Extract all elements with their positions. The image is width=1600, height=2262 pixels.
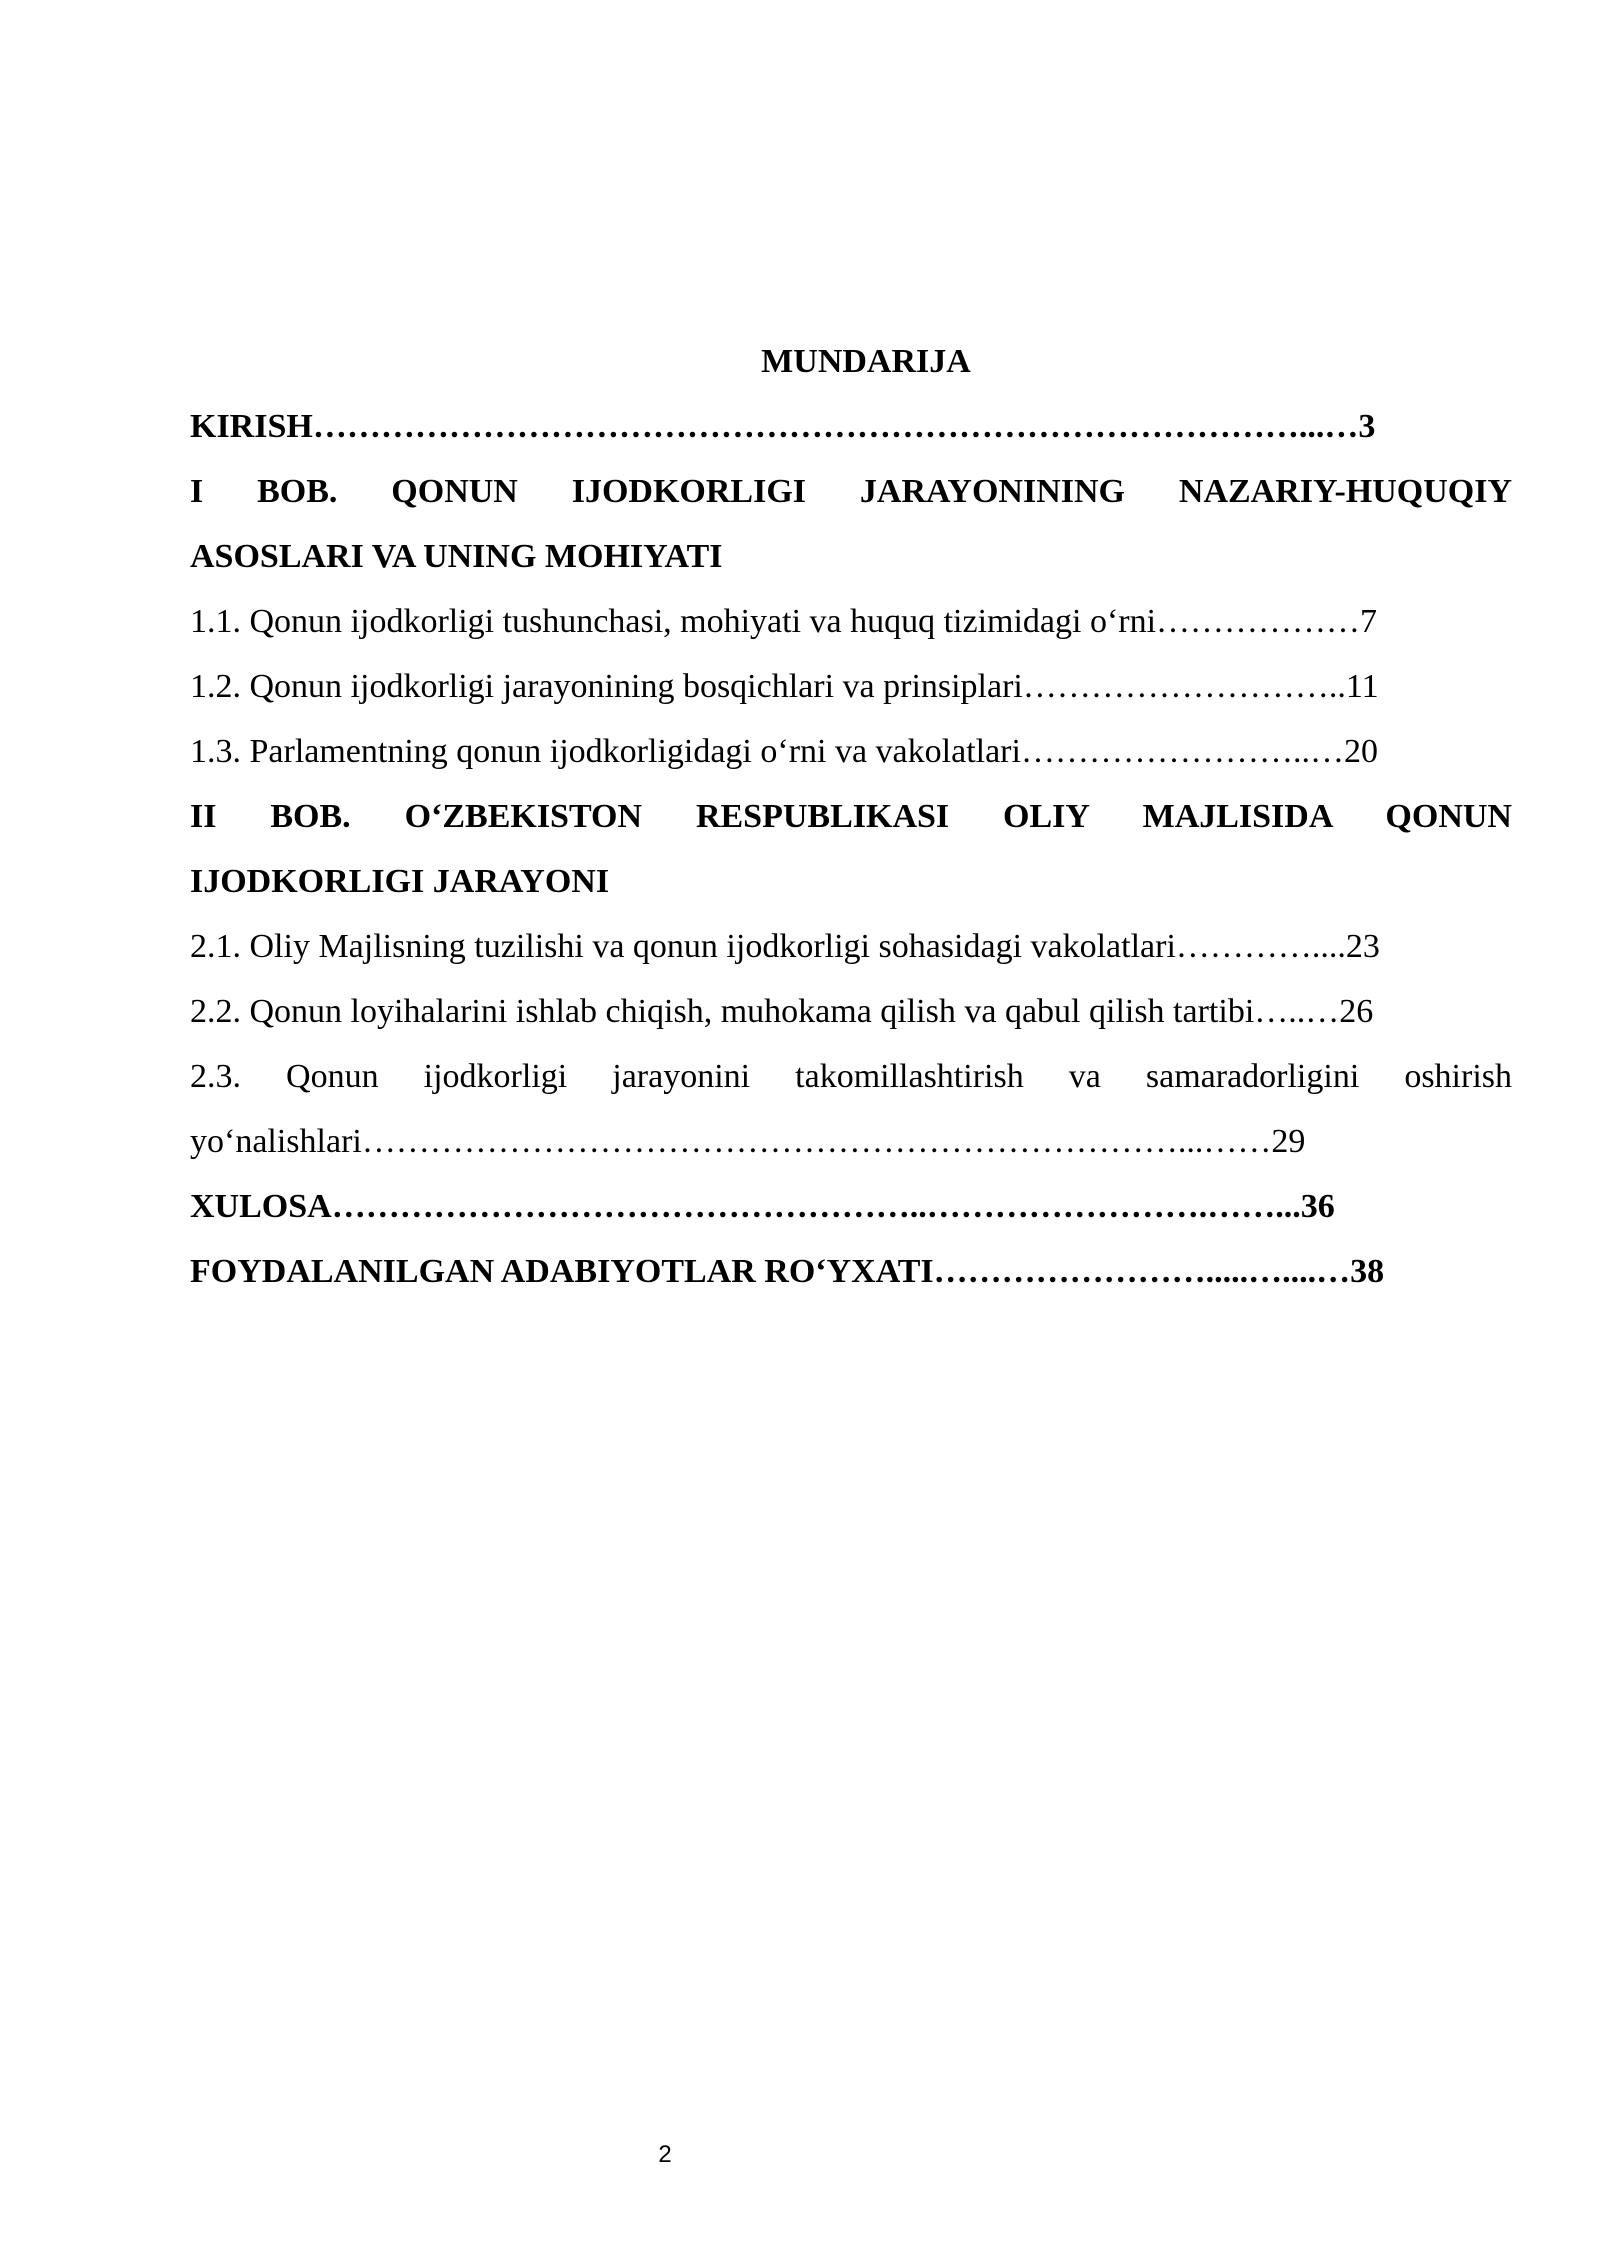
toc-entry-kirish: KIRISH……………………………………………………………………………...…3 (190, 408, 1376, 445)
toc-chapter-1-heading-line-2: ASOSLARI VA UNING MOHIYATI (190, 538, 723, 575)
toc-entry-1-1: 1.1. Qonun ijodkorligi tushunchasi, mohiyati va huquq tizimidagi o‘rni………………7 (190, 603, 1378, 640)
page-number: 2 (658, 2141, 672, 2168)
page-content (190, 330, 1512, 1304)
toc-entry-xulosa: XULOSA……………………………………………..…………………….……...36 (190, 1188, 1335, 1225)
toc-entry-2-2: 2.2. Qonun loyihalarini ishlab chiqish, muhokama qilish va qabul qilish tartibi…..…26 (190, 993, 1374, 1030)
toc-entry-1-3: 1.3. Parlamentning qonun ijodkorligidagi o‘rni va vakolatlari……………………..…20 (190, 733, 1378, 770)
toc-entry-1-2: 1.2. Qonun ijodkorligi jarayonining bosqichlari va prinsiplari………………………..11 (190, 668, 1379, 705)
toc-entry-2-3-line-2: yo‘nalishlari………………………………………………………………...……29 (190, 1123, 1306, 1160)
toc-entry-references: FOYDALANILGAN ADABIYOTLAR RO‘YXATI…………………….....…....…38 (190, 1253, 1385, 1290)
toc-title: MUNDARIJA (761, 343, 971, 380)
toc-entry-2-1: 2.1. Oliy Majlisning tuzilishi va qonun ijodkorligi sohasidagi vakolatlari…………....23 (190, 928, 1380, 965)
toc-chapter-1-heading-line-1: I BOB. QONUN IJODKORLIGI JARAYONINING NAZARIY-HUQUQIY (190, 473, 1512, 510)
toc-chapter-2-heading-line-1: II BOB. O‘ZBEKISTON RESPUBLIKASI OLIY MAJLISIDA QONUN (190, 798, 1512, 835)
toc-entry-2-3-line-1: 2.3. Qonun ijodkorligi jarayonini takomillashtirish va samaradorligini oshirish (190, 1058, 1512, 1095)
toc-chapter-2-heading-line-2: IJODKORLIGI JARAYONI (190, 863, 610, 900)
